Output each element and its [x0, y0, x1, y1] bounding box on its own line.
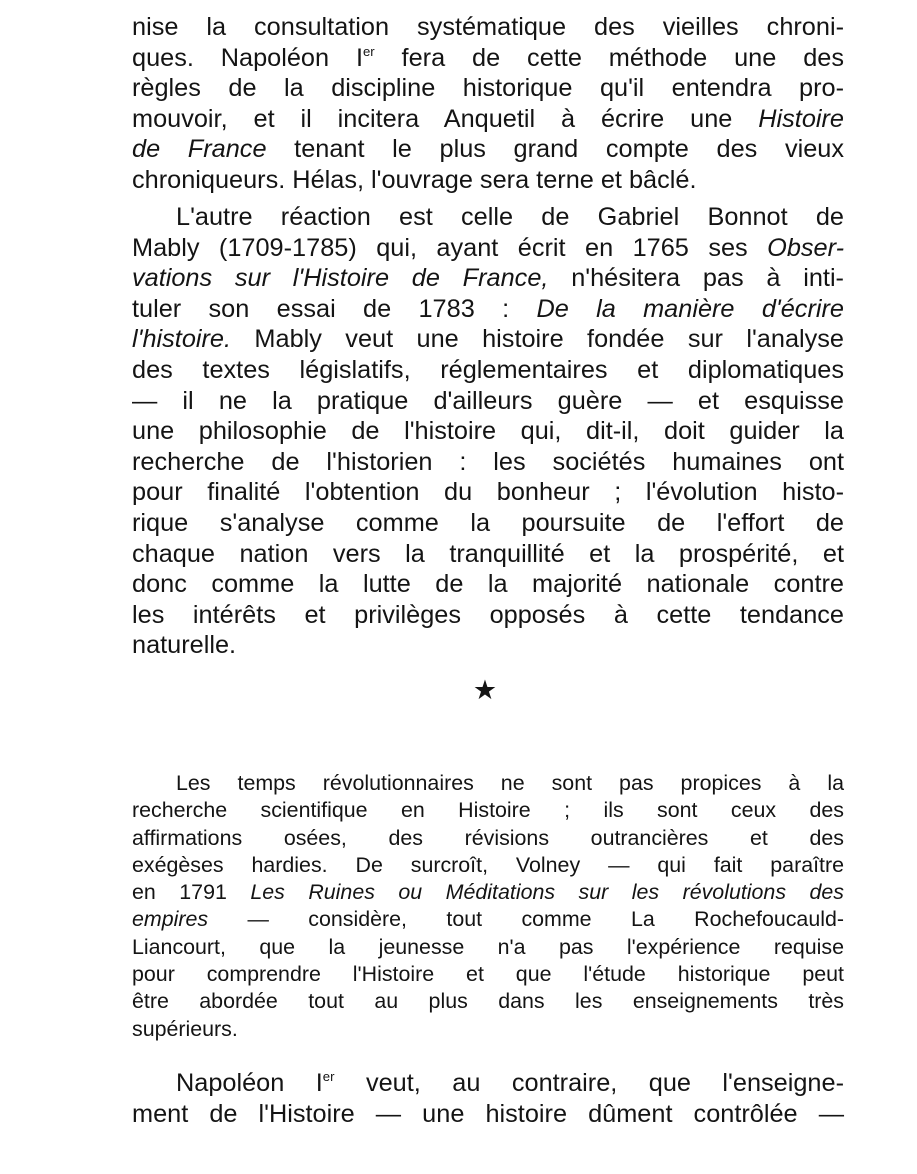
text-line: Mably (1709-1785) qui, ayant écrit en 1765 ses Obser- — [132, 233, 844, 262]
book-title-italic: De la manière d'écrire — [536, 294, 844, 323]
text-line: en 1791 Les Ruines ou Méditations sur les révolutions des — [132, 880, 844, 905]
book-title-italic: l'histoire. — [132, 325, 232, 354]
text-line: exégèses hardies. De surcroît, Volney — qui fait paraître — [132, 852, 844, 877]
paragraph-napoleon-method — [132, 12, 844, 196]
paragraph-revolutionary-times — [132, 770, 844, 1043]
text-line: ment de l'Histoire — une histoire dûment contrôlée — — [132, 1099, 844, 1128]
book-title-italic: Histoire — [758, 104, 844, 133]
text-line: recherche scientifique en Histoire ; ils sont ceux des — [132, 798, 844, 823]
star-separator-icon: ★ — [472, 675, 498, 706]
paragraph-napoleon-teaching — [132, 1068, 844, 1129]
paragraph-mably — [132, 202, 844, 661]
text-line: — il ne la pratique d'ailleurs guère — et esquisse — [132, 386, 844, 415]
text-line: les intérêts et privilèges opposés à cette tendance — [132, 600, 844, 629]
text-line: recherche de l'historien : les sociétés humaines ont — [132, 447, 844, 476]
book-title-italic: empires — [132, 907, 209, 932]
text-line: l'histoire. Mably veut une histoire fondée sur l'analyse — [132, 325, 844, 354]
text-line: des textes législatifs, réglementaires et diplomatiques — [132, 355, 844, 384]
text-line: Les temps révolutionnaires ne sont pas propices à la — [176, 771, 844, 795]
text-line: ques. Napoléon Ier fera de cette méthode une des — [132, 43, 844, 72]
book-title-italic: Les Ruines ou Méditations sur les révolutions des — [250, 880, 844, 905]
text-line: vations sur l'Histoire de France, n'hésitera pas à inti- — [132, 264, 844, 293]
text-line: mouvoir, et il incitera Anquetil à écrire une Histoire — [132, 104, 844, 133]
text-line: chroniqueurs. Hélas, l'ouvrage sera terne et bâclé. — [132, 165, 697, 194]
text-line: pour finalité l'obtention du bonheur ; l'évolution histo- — [132, 478, 844, 507]
superscript: er — [322, 1069, 335, 1085]
text-line: L'autre réaction est celle de Gabriel Bonnot de — [176, 203, 844, 231]
text-line: donc comme la lutte de la majorité nationale contre — [132, 570, 844, 599]
book-title-italic: vations sur l'Histoire de France, — [132, 264, 549, 293]
text-line: pour comprendre l'Histoire et que l'étude historique peut — [132, 962, 844, 987]
text-line: naturelle. — [132, 631, 237, 660]
text-line: nise la consultation systématique des vieilles chroni- — [132, 13, 844, 41]
text-line: tuler son essai de 1783 : De la manière d'écrire — [132, 294, 844, 323]
text-line: Liancourt, que la jeunesse n'a pas l'expérience requise — [132, 934, 844, 959]
book-title-italic: Obser- — [767, 233, 844, 262]
text-line: affirmations osées, des révisions outrancières et des — [132, 825, 844, 850]
text-line: de France tenant le plus grand compte des vieux — [132, 135, 845, 164]
text-line: rique s'analyse comme la poursuite de l'effort de — [132, 508, 844, 537]
text-line: supérieurs. — [132, 1016, 238, 1041]
text-line: Napoléon Ier veut, au contraire, que l'enseigne- — [176, 1069, 844, 1097]
book-title-italic: de France — [132, 135, 267, 164]
text-line: chaque nation vers la tranquillité et la prospérité, et — [132, 539, 844, 568]
superscript: er — [362, 43, 375, 59]
text-line: règles de la discipline historique qu'il entendra pro- — [132, 74, 844, 103]
text-line: une philosophie de l'histoire qui, dit-il, doit guider la — [132, 417, 844, 446]
text-line: être abordée tout au plus dans les enseignements très — [132, 989, 844, 1014]
text-line: empires — considère, tout comme La Rochefoucauld- — [132, 907, 844, 932]
